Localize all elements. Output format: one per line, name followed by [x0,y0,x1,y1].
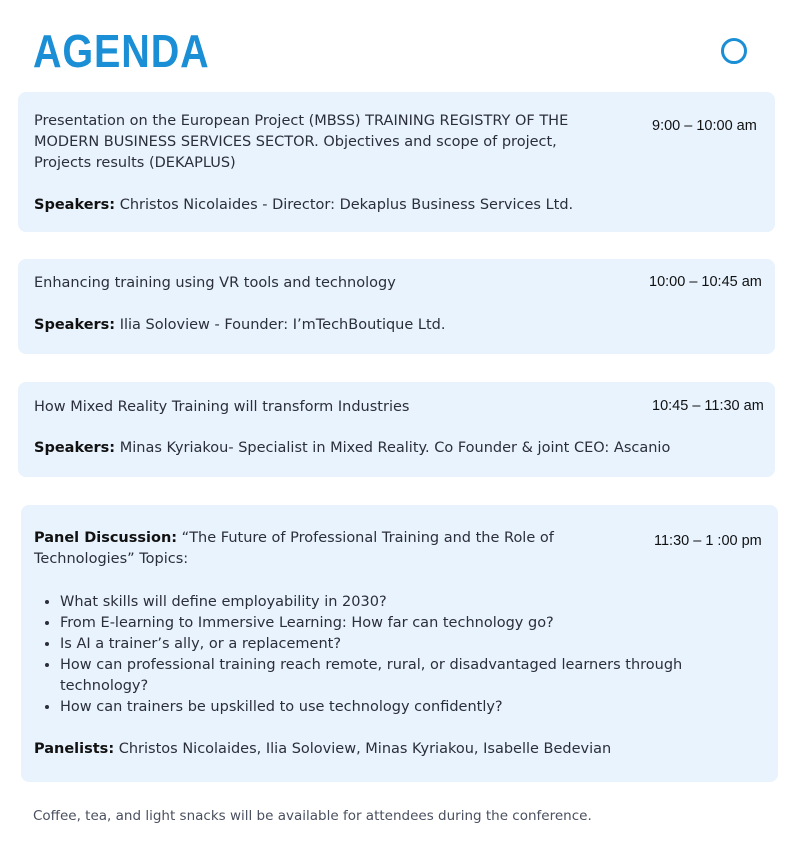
panel-intro [34,528,614,570]
speakers-label: Speakers: [34,317,116,333]
topic-line: How Mixed Reality Training will transform Industries [34,399,410,415]
speakers-names: Minas Kyriakou- Specialist in Mixed Reality. Co Founder & joint CEO: Ascanio [119,440,671,456]
session-speakers [34,440,670,456]
agenda-card-2 [18,259,775,354]
topic-line: Projects results (DEKAPLUS) [34,155,236,171]
panel-label: Panel Discussion: [34,530,178,546]
topic-line: Presentation on the European Project (MBSS) TRAINING REGISTRY OF THE [34,113,569,129]
session-time: 10:00 – 10:45 am [649,274,762,290]
speakers-label: Speakers: [34,197,116,213]
agenda-card-3 [18,382,775,477]
speakers-names: Christos Nicolaides - Director: Dekaplus Business Services Ltd. [119,197,574,213]
panelists-names: Christos Nicolaides, Ilia Soloview, Minas Kyriakou, Isabelle Bedevian [118,741,612,757]
list-item: • How can professional training reach remote, rural, or disadvantaged learners through technology? [60,655,750,697]
list-item: • Is AI a trainer’s ally, or a replacement? [60,634,750,655]
session-speakers [34,317,445,333]
page-title: AGENDA [33,25,210,77]
session-topic [34,111,634,174]
speakers-label: Speakers: [34,440,116,456]
session-topic [34,397,634,418]
topic-line: MODERN BUSINESS SERVICES SECTOR. Objectives and scope of project, [34,134,557,150]
agenda-card-1 [18,92,775,232]
list-item: • From E-learning to Immersive Learning: How far can technology go? [60,613,750,634]
session-topic [34,273,634,294]
session-speakers [34,197,573,213]
footer-note: Coffee, tea, and light snacks will be available for attendees during the conference. [33,808,592,824]
panelists [34,741,611,757]
session-time: 9:00 – 10:00 am [652,118,757,134]
list-item: • How can trainers be upskilled to use technology confidently? [60,697,750,718]
panelists-label: Panelists: [34,741,115,757]
topic-line: Enhancing training using VR tools and technology [34,275,396,291]
panel-title: “The Future of Professional Training and the Role of [177,530,554,546]
circle-icon [721,38,747,64]
panel-title-cont: Technologies” Topics: [34,551,189,567]
panel-card [21,505,778,782]
panel-time: 11:30 – 1 :00 pm [654,533,762,549]
speakers-names: Ilia Soloview - Founder: I’mTechBoutique Ltd. [119,317,446,333]
list-item: • What skills will define employability in 2030? [60,592,750,613]
panel-topics [34,592,750,718]
session-time: 10:45 – 11:30 am [652,398,764,414]
